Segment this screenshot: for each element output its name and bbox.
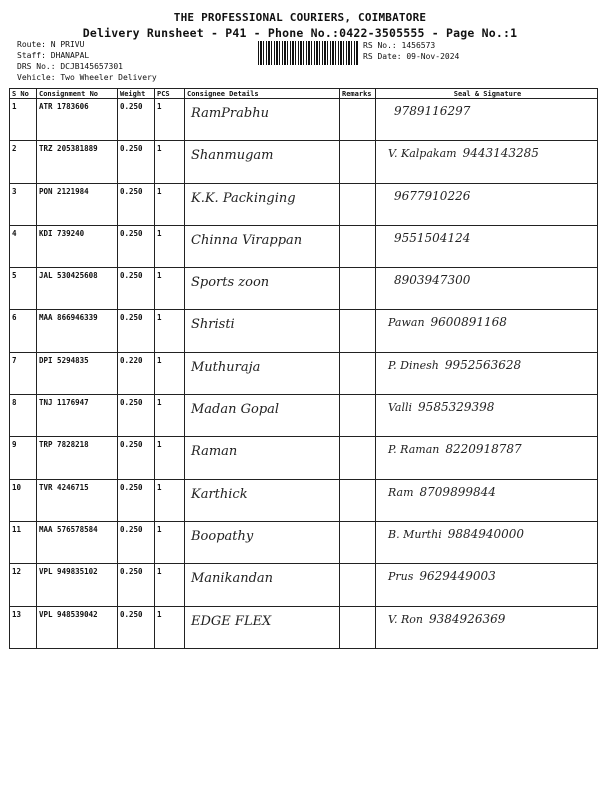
pcs-cell (155, 268, 185, 310)
weight-value: 0.250 (120, 609, 143, 619)
vehicle-label: Vehicle: Two Wheeler Delivery (17, 73, 157, 82)
weight-value: 0.220 (120, 355, 143, 365)
table-row (10, 99, 598, 141)
remarks-cell (340, 564, 376, 606)
pcs-value: 1 (157, 524, 162, 534)
signature-block (376, 141, 597, 160)
consignee-cell (185, 225, 340, 267)
consignment-number: MAA 576578584 (39, 524, 98, 534)
remarks-cell (340, 225, 376, 267)
weight-cell (118, 99, 155, 141)
consignment-number: DPI 5294835 (39, 355, 89, 365)
weight-cell (118, 606, 155, 648)
sno-cell (10, 141, 37, 183)
signature-cell (376, 352, 598, 394)
signature-phone: 9952563628 (444, 357, 522, 372)
remarks-cell (340, 141, 376, 183)
sno-text: 10 (12, 482, 22, 492)
weight-cell (118, 437, 155, 479)
weight-cell (118, 395, 155, 437)
consignee-cell (185, 521, 340, 563)
consignee-name: EDGE FLEX (191, 613, 272, 629)
consignee-cell (185, 268, 340, 310)
consignment-cell (37, 183, 118, 225)
sno-cell (10, 437, 37, 479)
signature-phone: 9677910226 (394, 188, 471, 203)
signature-name: Pawan (388, 316, 425, 330)
signature-name: B. Murthi (388, 527, 442, 541)
consignee-name: K.K. Packinging (191, 190, 296, 206)
pcs-cell (155, 437, 185, 479)
signature-name: V. Ron (388, 612, 424, 626)
signature-cell (376, 437, 598, 479)
consignment-number: TRZ 205381889 (39, 144, 98, 154)
pcs-cell (155, 352, 185, 394)
consignment-cell (37, 437, 118, 479)
signature-cell (376, 606, 598, 648)
pcs-cell (155, 99, 185, 141)
pcs-cell (155, 564, 185, 606)
route-label: Route: N PRIVU (17, 40, 85, 49)
remarks-cell (340, 310, 376, 352)
pcs-value: 1 (157, 144, 162, 154)
signature-name: Valli (388, 401, 413, 415)
drs-number: DRS No.: DCJB145657301 (17, 62, 123, 71)
pcs-cell (155, 606, 185, 648)
signature-block (376, 607, 597, 626)
table-row (10, 606, 598, 648)
sno-cell (10, 395, 37, 437)
table-header-row (10, 89, 598, 99)
remarks-cell (340, 183, 376, 225)
consignment-cell (37, 99, 118, 141)
consignee-name: Chinna Virappan (191, 232, 303, 248)
table-row (10, 141, 598, 183)
consignment-cell (37, 564, 118, 606)
table-row (10, 268, 598, 310)
pcs-value: 1 (157, 271, 162, 281)
signature-phone: 9629449003 (419, 569, 496, 584)
signature-phone: 9585329398 (418, 400, 495, 415)
signature-block (376, 310, 597, 329)
sno-text: 9 (12, 440, 17, 450)
sno-text: 4 (12, 228, 17, 238)
weight-cell (118, 521, 155, 563)
consignee-cell (185, 352, 340, 394)
consignment-number: VPL 949835102 (39, 567, 98, 577)
sno-cell (10, 268, 37, 310)
consignee-cell (185, 99, 340, 141)
sno-cell (10, 606, 37, 648)
column-header: Consignee Details (185, 89, 340, 99)
pcs-value: 1 (157, 102, 162, 111)
pcs-value: 1 (157, 567, 162, 577)
runsheet-title: THE PROFESSIONAL COURIERS, COIMBATORE (173, 11, 427, 24)
table-row (10, 352, 598, 394)
weight-cell (118, 479, 155, 521)
consignment-number: TVR 4246715 (39, 482, 89, 492)
signature-phone: 9384926369 (429, 611, 506, 626)
remarks-cell (340, 606, 376, 648)
signature-cell (376, 564, 598, 606)
column-header: Remarks (340, 89, 376, 99)
signature-block (376, 480, 597, 499)
weight-value: 0.250 (120, 482, 143, 492)
remarks-cell (340, 437, 376, 479)
consignee-name: Boopathy (191, 528, 254, 544)
signature-block (376, 564, 597, 583)
signature-block (376, 353, 597, 372)
consignee-name: Muthuraja (191, 359, 261, 375)
pcs-value: 1 (157, 398, 162, 408)
table-row (10, 479, 598, 521)
remarks-cell (340, 352, 376, 394)
signature-block (376, 268, 597, 287)
remarks-cell (340, 521, 376, 563)
remarks-cell (340, 99, 376, 141)
weight-value: 0.250 (120, 102, 143, 111)
signature-phone: 9551504124 (394, 230, 471, 245)
signature-block (376, 437, 597, 456)
weight-value: 0.250 (120, 271, 143, 281)
rs-number: RS No.: 1456573 (363, 41, 436, 50)
weight-cell (118, 352, 155, 394)
table-row (10, 183, 598, 225)
signature-cell (376, 99, 598, 141)
sno-text: 6 (12, 313, 17, 323)
consignment-cell (37, 521, 118, 563)
barcode-image (258, 41, 358, 65)
sno-cell (10, 521, 37, 563)
pcs-value: 1 (157, 482, 162, 492)
signature-cell (376, 141, 598, 183)
column-header: Weight (118, 89, 155, 99)
weight-cell (118, 225, 155, 267)
consignment-number: ATR 1783606 (39, 102, 89, 111)
consignment-number: MAA 866946339 (39, 313, 98, 323)
weight-value: 0.250 (120, 567, 143, 577)
sno-cell (10, 352, 37, 394)
signature-name: Prus (388, 570, 414, 584)
table-row (10, 225, 598, 267)
runsheet-table (9, 88, 598, 649)
consignee-name: Karthick (191, 486, 248, 502)
consignment-number: JAL 530425608 (39, 271, 98, 281)
consignee-name: Raman (191, 444, 238, 460)
consignment-number: PON 2121984 (39, 186, 89, 196)
signature-block (376, 395, 597, 414)
weight-cell (118, 183, 155, 225)
signature-name: P. Dinesh (388, 358, 439, 372)
consignment-cell (37, 268, 118, 310)
table-row (10, 521, 598, 563)
sno-text: 8 (12, 398, 17, 408)
consignment-cell (37, 141, 118, 183)
consignee-name: Shanmugam (191, 148, 274, 164)
table-row (10, 564, 598, 606)
pcs-value: 1 (157, 228, 162, 238)
rs-date: RS Date: 09-Nov-2024 (363, 52, 460, 61)
weight-cell (118, 268, 155, 310)
sno-cell (10, 564, 37, 606)
signature-cell (376, 395, 598, 437)
pcs-cell (155, 141, 185, 183)
consignee-cell (185, 564, 340, 606)
weight-value: 0.250 (120, 398, 143, 408)
consignee-cell (185, 183, 340, 225)
pcs-value: 1 (157, 440, 162, 450)
sno-cell (10, 479, 37, 521)
signature-cell (376, 310, 598, 352)
consignee-cell (185, 606, 340, 648)
column-header: PCS (155, 89, 185, 99)
consignment-cell (37, 310, 118, 352)
pcs-value: 1 (157, 186, 162, 196)
column-header: Seal & Signature (376, 89, 598, 99)
consignment-cell (37, 606, 118, 648)
pcs-cell (155, 225, 185, 267)
sno-cell (10, 183, 37, 225)
signature-cell (376, 225, 598, 267)
signature-block (376, 522, 597, 541)
column-header: Consignment No (37, 89, 118, 99)
pcs-cell (155, 479, 185, 521)
runsheet-subtitle: Delivery Runsheet - P41 - Phone No.:0422-3505555 - Page No.:1 (82, 26, 518, 40)
consignee-name: Madan Gopal (191, 402, 280, 418)
table-row (10, 437, 598, 479)
sno-text: 1 (12, 102, 17, 111)
weight-cell (118, 564, 155, 606)
weight-value: 0.250 (120, 144, 143, 154)
column-header: S No (10, 89, 37, 99)
signature-name: Ram (388, 485, 414, 499)
consignment-cell (37, 479, 118, 521)
pcs-value: 1 (157, 609, 162, 619)
sno-text: 2 (12, 144, 17, 154)
consignee-name: Sports zoon (191, 275, 270, 291)
weight-value: 0.250 (120, 524, 143, 534)
pcs-cell (155, 395, 185, 437)
signature-cell (376, 268, 598, 310)
signature-name: P. Raman (388, 443, 440, 457)
sno-text: 7 (12, 355, 17, 365)
consignee-cell (185, 395, 340, 437)
consignment-number: TRP 7828218 (39, 440, 89, 450)
signature-phone: 9789116297 (394, 104, 471, 118)
weight-cell (118, 141, 155, 183)
pcs-cell (155, 310, 185, 352)
sno-cell (10, 225, 37, 267)
weight-value: 0.250 (120, 228, 143, 238)
signature-cell (376, 183, 598, 225)
weight-value: 0.250 (120, 313, 143, 323)
signature-block (376, 226, 597, 245)
sno-text: 12 (12, 567, 22, 577)
signature-phone: 9884940000 (447, 526, 525, 541)
remarks-cell (340, 395, 376, 437)
consignment-cell (37, 352, 118, 394)
weight-value: 0.250 (120, 186, 143, 196)
sno-cell (10, 310, 37, 352)
staff-label: Staff: DHANAPAL (17, 51, 90, 60)
signature-cell (376, 521, 598, 563)
signature-name: V. Kalpakam (388, 147, 457, 161)
weight-value: 0.250 (120, 440, 143, 450)
signature-block (376, 99, 597, 118)
pcs-cell (155, 521, 185, 563)
pcs-value: 1 (157, 313, 162, 323)
pcs-value: 1 (157, 355, 162, 365)
signature-phone: 9443143285 (462, 146, 539, 161)
signature-cell (376, 479, 598, 521)
consignment-number: VPL 948539042 (39, 609, 98, 619)
consignee-cell (185, 479, 340, 521)
consignment-number: TNJ 1176947 (39, 398, 89, 408)
consignee-name: RamPrabhu (191, 106, 269, 121)
sno-text: 11 (12, 524, 22, 534)
consignee-name: Manikandan (191, 571, 274, 587)
signature-phone: 8903947300 (394, 273, 471, 288)
signature-block (376, 184, 597, 203)
consignee-name: Shristi (191, 317, 235, 333)
consignment-number: KDI 739240 (39, 228, 85, 238)
remarks-cell (340, 479, 376, 521)
sno-cell (10, 99, 37, 141)
signature-phone: 8709899844 (419, 484, 496, 499)
sno-text: 3 (12, 186, 17, 196)
consignee-cell (185, 141, 340, 183)
consignee-cell (185, 310, 340, 352)
sno-text: 13 (12, 609, 22, 619)
table-row (10, 310, 598, 352)
pcs-cell (155, 183, 185, 225)
sno-text: 5 (12, 271, 17, 281)
weight-cell (118, 310, 155, 352)
signature-phone: 9600891168 (430, 315, 507, 330)
consignment-cell (37, 395, 118, 437)
consignee-cell (185, 437, 340, 479)
consignment-cell (37, 225, 118, 267)
remarks-cell (340, 268, 376, 310)
signature-phone: 8220918787 (445, 442, 522, 457)
table-row (10, 395, 598, 437)
